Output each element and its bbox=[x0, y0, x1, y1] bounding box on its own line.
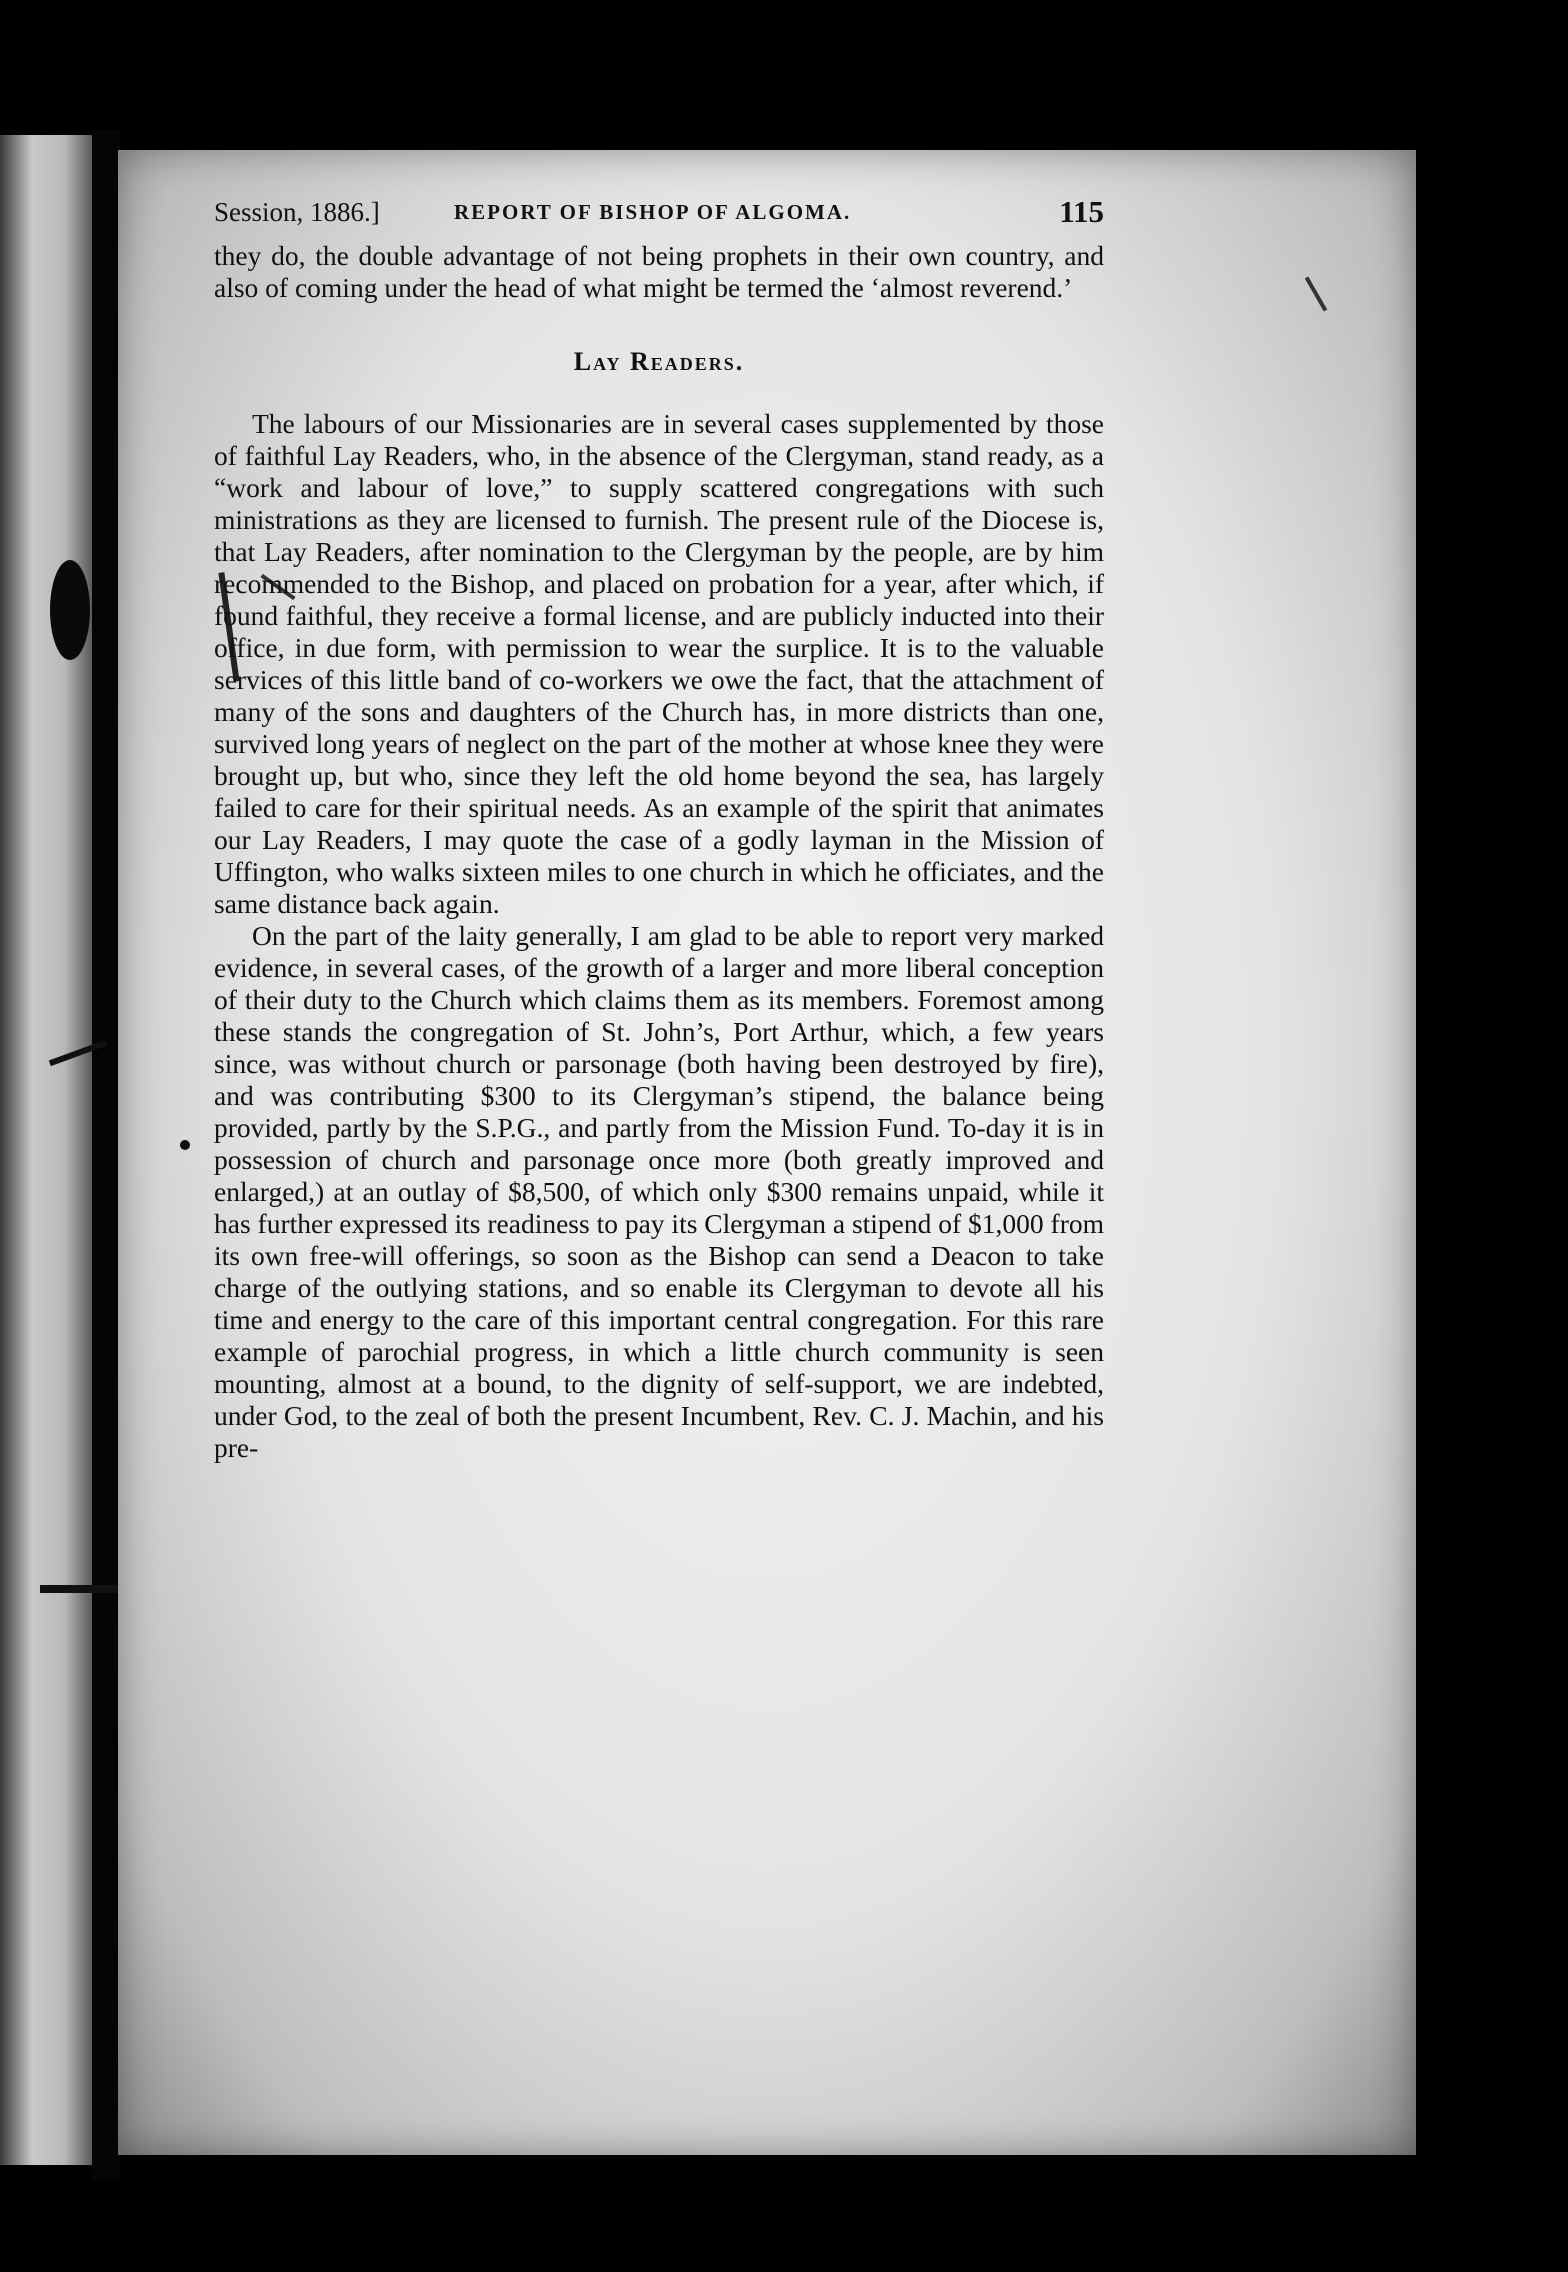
page-content bbox=[214, 190, 1104, 1464]
body-paragraph: On the part of the laity generally, I am glad to be able to report very marked evidence, in several cases, of the growth of a larger and more liberal conception of their duty to the Church which claims them as its members. Foremost among these stands the congregation of St. John’s, Port Arthur, which, a few years since, was without church or parsonage (both having been destroyed by fire), and was contributing $300 to its Clergyman’s stipend, the balance being provided, partly by the S.P.G., and partly from the Mission Fund. To-day it is in possession of church and parsonage once more (both greatly improved and enlarged,) at an outlay of $8,500, of which only $300 remains unpaid, while it has further expressed its readiness to pay its Clergyman a stipend of $1,000 from its own free-will offerings, so soon as the Bishop can send a Deacon to take charge of the outlying stations, and so enable its Clergyman to devote all his time and energy to the care of this important central congregation. For this rare example of parochial progress, in which a little church community is seen mounting, almost at a bound, to the dignity of self-support, we are indebted, under God, to the zeal of both the present Incumbent, Rev. C. J. Machin, and his pre- bbox=[214, 920, 1104, 1463]
facing-page-edge bbox=[0, 135, 92, 2165]
opening-paragraph: they do, the double advantage of not being prophets in their own country, and also of coming under the head of what might be termed the ‘almost reverend.’ bbox=[214, 240, 1104, 303]
body-paragraph: The labours of our Missionaries are in several cases supplemented by those of faithful Lay Readers, who, in the absence of the Clergyman, stand ready, as a “work and labour of love,” to supply scattered congregations with such ministrations as they are licensed to furnish. The present rule of the Diocese is, that Lay Readers, after nomination to the Clergyman by the people, are by him recommended to the Bishop, and placed on probation for a year, after which, if found faithful, they receive a formal license, and are publicly inducted into their office, in due form, with permission to wear the surplice. It is to the valuable services of this little band of co-workers we owe the fact, that the attachment of many of the sons and daughters of the Church has, in more districts than one, survived long years of neglect on the part of the mother at whose knee they were brought up, but who, since they left the old home beyond the sea, has largely failed to care for their spiritual needs. As an example of the spirit that animates our Lay Readers, I may quote the case of a godly layman in the Mission of Uffington, who walks sixteen miles to one church in which he officiates, and the same distance back again. bbox=[214, 408, 1104, 919]
binding-gutter bbox=[92, 130, 120, 2180]
running-header bbox=[214, 190, 1104, 234]
binding-mark bbox=[50, 560, 90, 660]
ink-speck bbox=[1305, 277, 1327, 312]
section-heading: Lay Readers. bbox=[573, 347, 745, 376]
ink-speck bbox=[180, 1140, 190, 1150]
page-number: 115 bbox=[1059, 194, 1104, 229]
session-label: Session, 1886.] bbox=[214, 197, 380, 227]
report-title: REPORT OF BISHOP OF ALGOMA. bbox=[454, 200, 852, 224]
